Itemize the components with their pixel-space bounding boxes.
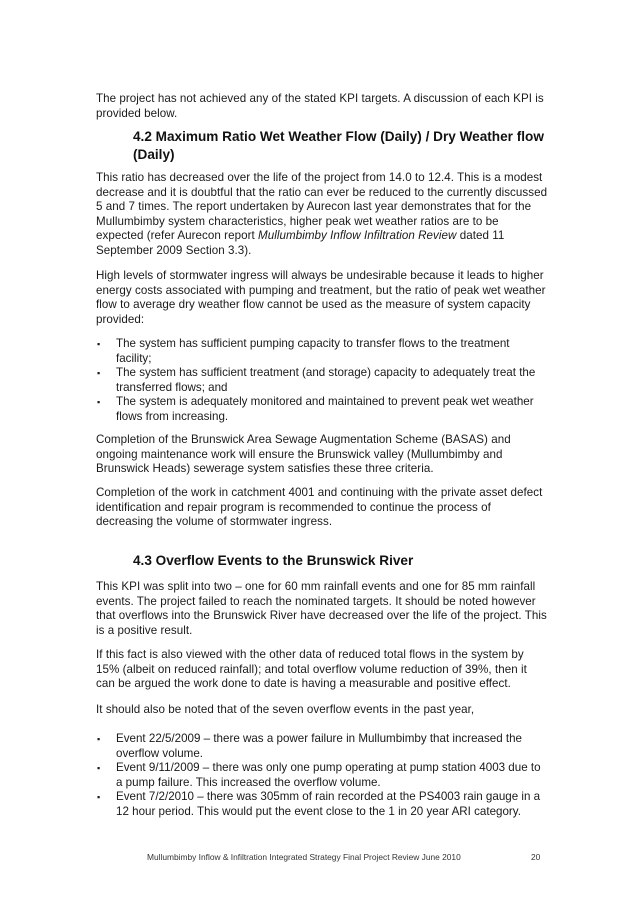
- section-heading-4-2: 4.2 Maximum Ratio Wet Weather Flow (Daily) / Dry Weather flow (Daily): [133, 129, 544, 162]
- list-item: [96, 732, 548, 761]
- criteria-list: [96, 337, 548, 425]
- list-item-text: The system is adequately monitored and maintained to prevent peak wet weather flows from increasing.: [116, 395, 534, 423]
- list-item: [96, 761, 548, 790]
- section-4-3-paragraph-2: If this fact is also viewed with the other data of reduced total flows in the system by 15% (albeit on reduced rainfall); and total overflow volume reduction of 39%, then it can be argued the work done to date is having a measurable and positive effect.: [96, 648, 527, 691]
- list-item: [96, 337, 548, 366]
- bullet-icon: ▪: [97, 339, 101, 349]
- bullet-icon: ▪: [97, 734, 101, 744]
- section-4-3-paragraph-1: This KPI was split into two – one for 60 mm rainfall events and one for 85 mm rainfall events. The project failed to reach the nominated targets. It should be noted however that overflows into the Brunswick River have decreased over the life of the project. This is a positive result.: [96, 580, 547, 637]
- paragraph-text: This ratio has decreased over the life of the project from 14.0 to 12.4. This is a modest decrease and it is doubtful that the ratio can ever be reduced to the currently discussed 5 and 7 times. The report undertaken by Aurecon last year demonstrates that for the Mullumbimby system characteristics, higher peak wet weather ratios are to be expected (refer Aurecon report: [96, 171, 548, 243]
- bullet-icon: ▪: [97, 763, 101, 774]
- section-4-2-paragraph-1: [96, 171, 548, 259]
- intro-paragraph: The project has not achieved any of the stated KPI targets. A discussion of each KPI is provided below.: [96, 92, 544, 120]
- list-item: [96, 366, 548, 395]
- list-item-text: Event 22/5/2009 – there was a power failure in Mullumbimby that increased the overflow volume.: [116, 732, 523, 760]
- list-item-text: The system has sufficient treatment (and storage) capacity to adequately treat the transferred flows; and: [116, 366, 536, 394]
- paragraph-text: dated 11 September 2009 Section 3.3).: [96, 229, 505, 257]
- section-4-2-paragraph-4: Completion of the work in catchment 4001 and continuing with the private asset defect identification and repair program is recommended to continue the process of decreasing the volume of stormwater ingress.: [96, 486, 543, 529]
- section-4-3-paragraph-3: It should also be noted that of the seven overflow events in the past year,: [96, 703, 475, 716]
- section-heading-4-3: 4.3 Overflow Events to the Brunswick River: [133, 553, 414, 568]
- section-4-2-paragraph-2: High levels of stormwater ingress will always be undesirable because it leads to higher energy costs associated with pumping and treatment, but the ratio of peak wet weather flow to average dry weather flow cannot be used as the measure of system capacity provided:: [96, 269, 546, 326]
- report-title: Mullumbimby Inflow Infiltration Review: [258, 229, 457, 243]
- list-item-text: Event 9/11/2009 – there was only one pump operating at pump station 4003 due to a pump failure. This increased the overflow volume.: [116, 761, 541, 789]
- list-item-text: Event 7/2/2010 – there was 305mm of rain recorded at the PS4003 rain gauge in a 12 hour period. This would put the event close to the 1 in 20 year ARI category.: [116, 790, 541, 818]
- bullet-icon: ▪: [97, 792, 101, 803]
- overflow-events-list: [96, 732, 548, 820]
- bullet-icon: ▪: [97, 397, 101, 408]
- list-item: [96, 790, 548, 819]
- section-4-2-paragraph-3: Completion of the Brunswick Area Sewage Augmentation Scheme (BASAS) and ongoing maintenance work will ensure the Brunswick valley (Mullumbimby and Brunswick Heads) sewerage system satisfies these three criteria.: [96, 433, 511, 476]
- list-item-text: The system has sufficient pumping capacity to transfer flows to the treatment facility;: [116, 337, 510, 365]
- footer-title: Mullumbimby Inflow & Infiltration Integrated Strategy Final Project Review June 2010: [147, 852, 461, 862]
- list-item: [96, 395, 548, 424]
- page-number: 20: [531, 852, 541, 862]
- bullet-icon: ▪: [97, 368, 101, 379]
